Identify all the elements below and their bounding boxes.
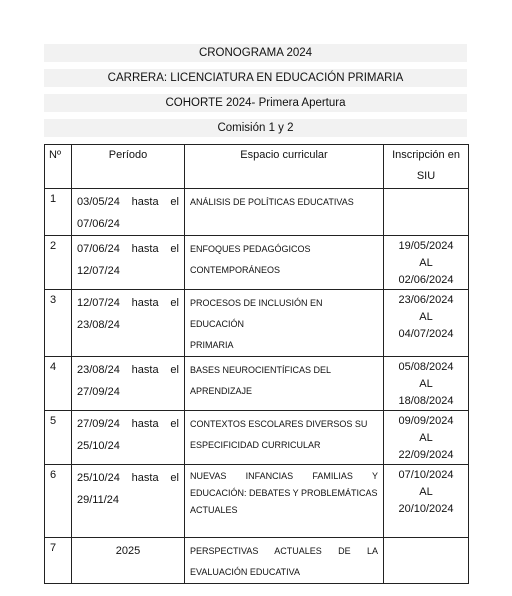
row-subject (185, 465, 384, 538)
registration-connector: AL (419, 378, 433, 390)
column-header-subject: Espacio curricular (185, 145, 384, 189)
schedule-table (44, 144, 469, 584)
row-number: 3 (45, 290, 72, 357)
row-subject (185, 189, 384, 236)
row-number: 2 (45, 236, 72, 290)
subject-line-1: PROCESOS DE INCLUSIÓN EN EDUCACIÓN (190, 298, 323, 329)
registration-connector: AL (419, 257, 433, 269)
row-registration (384, 290, 469, 357)
row-registration (384, 236, 469, 290)
row-registration (384, 465, 469, 538)
registration-connector: AL (419, 311, 433, 323)
row-period (72, 538, 185, 584)
subject-line-1: ENFOQUES PEDAGÓGICOS (190, 244, 311, 254)
registration-start: 19/05/2024 (398, 240, 454, 252)
registration-end: 18/08/2024 (398, 395, 454, 407)
row-number: 7 (45, 538, 72, 584)
subject-line-2: ESPECIFICIDAD CURRICULAR (190, 440, 321, 450)
row-period (72, 411, 185, 465)
period-start: 27/09/24 hasta el (77, 418, 179, 430)
period-end: 29/11/24 (77, 494, 120, 506)
commission-title: Comisión 1 y 2 (44, 119, 467, 137)
table-row (45, 411, 469, 465)
registration-end: 02/06/2024 (398, 274, 454, 286)
row-number: 1 (45, 189, 72, 236)
table-row (45, 465, 469, 538)
row-period (72, 357, 185, 411)
row-subject (185, 357, 384, 411)
cohort-title: COHORTE 2024- Primera Apertura (44, 94, 467, 112)
row-number: 4 (45, 357, 72, 411)
table-row (45, 189, 469, 236)
period-end: 27/09/24 (77, 386, 120, 398)
subject-line-2: APRENDIZAJE (190, 386, 253, 396)
row-number: 5 (45, 411, 72, 465)
period-end: 07/06/24 (77, 218, 120, 230)
period-start: 2025 (115, 545, 141, 557)
registration-end: 22/09/2024 (398, 449, 454, 461)
row-registration (384, 411, 469, 465)
table-row (45, 290, 469, 357)
row-period (72, 465, 185, 538)
table-row (45, 538, 469, 584)
subject-line-2: EDUCACIÓN: DEBATES Y PROBLEMÁTICAS (190, 488, 378, 498)
table-row (45, 357, 469, 411)
period-end: 23/08/24 (77, 319, 120, 331)
registration-connector: AL (419, 486, 433, 498)
period-end: 12/07/24 (77, 265, 120, 277)
row-registration (384, 357, 469, 411)
period-start: 12/07/24 hasta el (77, 297, 179, 309)
subject-line-2: EVALUACIÓN EDUCATIVA (190, 567, 301, 577)
registration-start: 09/09/2024 (398, 415, 454, 427)
row-subject (185, 236, 384, 290)
row-period (72, 236, 185, 290)
registration-connector: AL (419, 432, 433, 444)
subject-line-2: CONTEMPORÁNEOS (190, 265, 281, 275)
row-period (72, 290, 185, 357)
column-header-period: Período (72, 145, 185, 189)
schedule-title: CRONOGRAMA 2024 (44, 44, 467, 62)
period-end: 25/10/24 (77, 440, 120, 452)
row-registration (384, 538, 469, 584)
column-header-number: Nº (45, 145, 72, 189)
subject-line-2: PRIMARIA (190, 340, 234, 350)
table-row (45, 236, 469, 290)
row-registration (384, 189, 469, 236)
table-header-row (45, 145, 469, 189)
subject-line-1: BASES NEUROCIENTÍFICAS DEL (190, 365, 332, 375)
career-title: CARRERA: LICENCIATURA EN EDUCACIÓN PRIMARIA (44, 69, 467, 87)
subject-line-3: ACTUALES (190, 505, 238, 515)
row-period (72, 189, 185, 236)
row-subject (185, 411, 384, 465)
subject-line-1: NUEVAS INFANCIAS FAMILIAS Y (190, 471, 378, 481)
subject-line-1: PERSPECTIVAS ACTUALES DE LA (190, 546, 378, 556)
period-start: 25/10/24 hasta el (77, 472, 179, 484)
row-subject (185, 538, 384, 584)
period-start: 07/06/24 hasta el (77, 243, 179, 255)
subject-line-1: CONTEXTOS ESCOLARES DIVERSOS SU (190, 419, 368, 429)
registration-end: 20/10/2024 (398, 503, 454, 515)
registration-end: 04/07/2024 (398, 328, 454, 340)
period-start: 03/05/24 hasta el (77, 196, 179, 208)
registration-start: 23/06/2024 (398, 294, 454, 306)
registration-start: 05/08/2024 (398, 361, 454, 373)
period-start: 23/08/24 hasta el (77, 364, 179, 376)
registration-start: 07/10/2024 (398, 469, 454, 481)
row-number: 6 (45, 465, 72, 538)
column-header-registration: Inscripción en SIU (384, 145, 469, 189)
row-subject (185, 290, 384, 357)
subject-line-1: ANÁLISIS DE POLÍTICAS EDUCATIVAS (190, 197, 354, 207)
